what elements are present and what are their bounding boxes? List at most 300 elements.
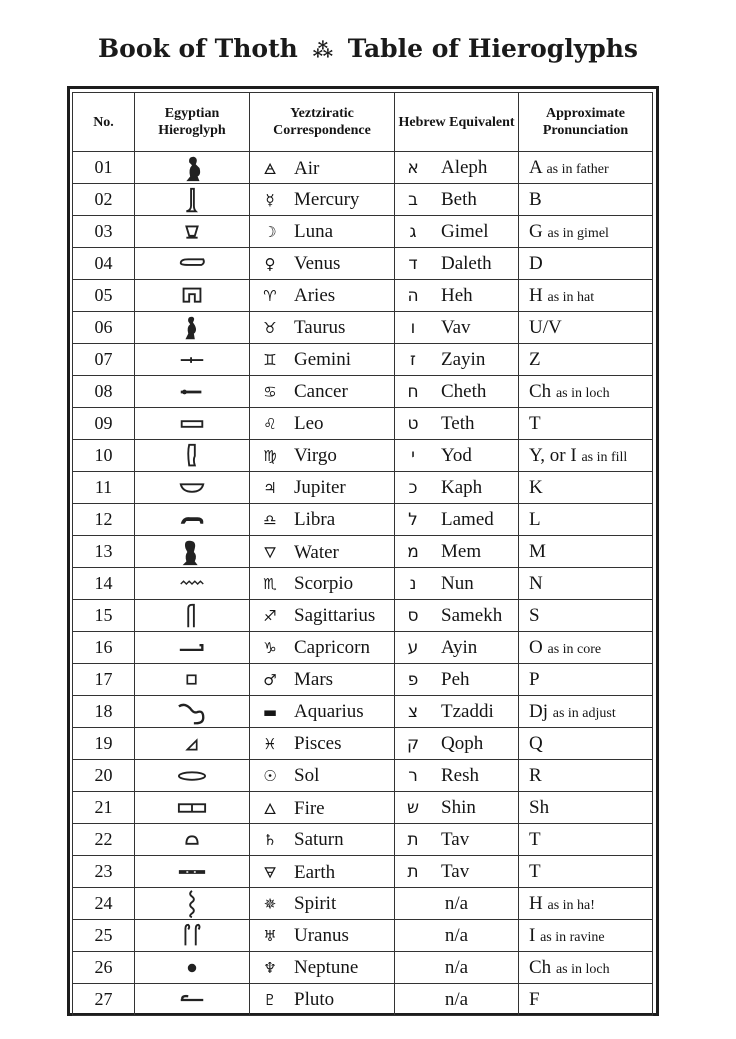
hebrew-cell: [395, 568, 519, 600]
hebrew-name: Yod: [441, 444, 472, 466]
row-number: 24: [73, 888, 135, 920]
yeztziratic-cell: [250, 216, 395, 248]
pronunciation-cell: [519, 504, 653, 536]
pronunciation-cell: [519, 728, 653, 760]
yeztziratic-cell: [250, 280, 395, 312]
yeztziratic-name: Sol: [294, 764, 320, 786]
hieroglyph-cell: [135, 472, 250, 504]
hieroglyph-cell: [135, 824, 250, 856]
yeztziratic-name: Saturn: [294, 828, 344, 850]
row-number: 18: [73, 696, 135, 728]
yeztziratic-symbol: ♍: [263, 446, 277, 465]
hebrew-name: Gimel: [441, 220, 489, 242]
pronunciation-main: L: [529, 508, 541, 530]
pronunciation-main: Ch: [529, 380, 552, 402]
row-number: 08: [73, 376, 135, 408]
yeztziratic-symbol: ♄: [263, 830, 277, 849]
pronunciation-note: as in fill: [581, 449, 628, 465]
row-number: 03: [73, 216, 135, 248]
pronunciation-main: F: [529, 988, 540, 1010]
hebrew-cell: [395, 472, 519, 504]
row-number: 22: [73, 824, 135, 856]
hieroglyph-cell: [135, 792, 250, 824]
yeztziratic-cell: [250, 824, 395, 856]
yeztziratic-symbol: ♑: [263, 638, 277, 657]
hebrew-name: Teth: [441, 412, 475, 434]
table-row: [73, 152, 653, 184]
table-row: [73, 856, 653, 888]
hebrew-letter: מ: [407, 541, 419, 562]
yeztziratic-cell: [250, 952, 395, 984]
hebrew-name: Heh: [441, 284, 473, 306]
hieroglyph-cell: [135, 184, 250, 216]
hebrew-cell: [395, 504, 519, 536]
row-number: 26: [73, 952, 135, 984]
table-row: [73, 696, 653, 728]
table-row: [73, 888, 653, 920]
hieroglyph-cell: [135, 632, 250, 664]
header-yez: [250, 93, 395, 152]
hebrew-cell: [395, 312, 519, 344]
yeztziratic-cell: [250, 440, 395, 472]
yeztziratic-symbol: ♊: [263, 350, 277, 369]
hebrew-letter: צ: [407, 701, 419, 722]
yeztziratic-name: Fire: [294, 798, 325, 819]
yeztziratic-name: Virgo: [294, 444, 337, 466]
hebrew-cell: [395, 856, 519, 888]
header-heb-label: Hebrew Equivalent: [398, 114, 515, 130]
pronunciation-main: R: [529, 764, 542, 786]
hieroglyph-lion-icon: [135, 505, 249, 535]
hieroglyph-cell: [135, 216, 250, 248]
pronunciation-note: as in adjust: [552, 705, 616, 721]
row-number: 07: [73, 344, 135, 376]
pronunciation-main: N: [529, 572, 543, 594]
row-number: 17: [73, 664, 135, 696]
yeztziratic-name: Gemini: [294, 348, 351, 370]
table-row: [73, 472, 653, 504]
hieroglyph-chick-icon: [135, 313, 249, 343]
table-row: [73, 632, 653, 664]
hebrew-name: n/a: [444, 892, 469, 914]
row-number: 27: [73, 984, 135, 1016]
hieroglyph-arm-icon: [135, 633, 249, 663]
pronunciation-main: Q: [529, 732, 543, 754]
hebrew-cell: [395, 408, 519, 440]
yeztziratic-symbol: ♂: [263, 670, 277, 689]
hieroglyph-twisted-flax-icon: [135, 889, 249, 919]
hebrew-cell: [395, 824, 519, 856]
yeztziratic-name: Libra: [294, 508, 336, 530]
pronunciation-cell: [519, 632, 653, 664]
yeztziratic-cell: [250, 856, 395, 888]
hebrew-cell: [395, 536, 519, 568]
yeztziratic-cell: [250, 920, 395, 952]
hieroglyph-vulture-icon: [135, 153, 249, 183]
hebrew-letter: ג: [409, 221, 417, 242]
hieroglyph-cell: [135, 152, 250, 184]
yeztziratic-name: Spirit: [294, 892, 337, 914]
hieroglyph-cell: [135, 728, 250, 760]
hieroglyph-mouth-icon: [135, 761, 249, 791]
hieroglyph-cell: [135, 760, 250, 792]
hieroglyph-cell: [135, 440, 250, 472]
header-pron: [519, 93, 653, 152]
hebrew-letter: ה: [407, 285, 419, 306]
pronunciation-main: M: [529, 540, 546, 562]
yeztziratic-symbol: ♀: [264, 254, 276, 273]
hieroglyph-cell: [135, 312, 250, 344]
yeztziratic-name: Earth: [294, 862, 336, 883]
pronunciation-cell: [519, 376, 653, 408]
hebrew-letter: ד: [408, 253, 418, 274]
hebrew-name: Daleth: [441, 252, 492, 274]
hieroglyph-placenta-icon: [135, 953, 249, 983]
hieroglyph-door-bolt-icon: [135, 985, 249, 1015]
yeztziratic-cell: [250, 792, 395, 824]
table-row: [73, 792, 653, 824]
pronunciation-note: as in father: [546, 161, 609, 177]
yeztziratic-cell: [250, 696, 395, 728]
pronunciation-note: as in core: [547, 641, 602, 657]
header-heb: [395, 93, 519, 152]
hebrew-cell: [395, 152, 519, 184]
hebrew-name: Peh: [441, 668, 470, 690]
hebrew-cell: [395, 440, 519, 472]
hebrew-letter: כ: [408, 477, 418, 498]
hebrew-name: Beth: [441, 188, 477, 210]
hieroglyph-bolt-icon: [135, 345, 249, 375]
yeztziratic-name: Pisces: [294, 732, 342, 754]
hebrew-name: Aleph: [441, 156, 488, 178]
yeztziratic-cell: [250, 184, 395, 216]
pronunciation-cell: [519, 600, 653, 632]
hieroglyph-cell: [135, 984, 250, 1016]
hebrew-name: Zayin: [441, 348, 486, 370]
hieroglyph-cell: [135, 696, 250, 728]
hebrew-cell: [395, 888, 519, 920]
table-row: [73, 536, 653, 568]
hieroglyph-pool-icon: [135, 793, 249, 823]
pronunciation-cell: [519, 824, 653, 856]
table-row: [73, 568, 653, 600]
yeztziratic-symbol: ♌: [263, 414, 277, 433]
table-row: [73, 952, 653, 984]
hieroglyph-cell: [135, 376, 250, 408]
hebrew-cell: [395, 952, 519, 984]
hebrew-letter: ל: [408, 509, 418, 530]
pronunciation-main: I: [529, 924, 536, 946]
hebrew-cell: [395, 184, 519, 216]
hebrew-name: Samekh: [441, 604, 503, 626]
yeztziratic-symbol: ✵: [263, 894, 277, 913]
pronunciation-cell: [519, 920, 653, 952]
hieroglyph-two-reeds-icon: [135, 921, 249, 951]
yeztziratic-name: Cancer: [294, 380, 348, 402]
row-number: 16: [73, 632, 135, 664]
pronunciation-cell: [519, 312, 653, 344]
hebrew-name: n/a: [444, 988, 469, 1010]
yeztziratic-cell: [250, 632, 395, 664]
yeztziratic-cell: [250, 536, 395, 568]
pronunciation-main: U/V: [529, 316, 562, 338]
table-row: [73, 728, 653, 760]
pronunciation-cell: [519, 568, 653, 600]
pronunciation-note: as in ravine: [540, 929, 605, 945]
hieroglyph-cloth-icon: [135, 601, 249, 631]
pronunciation-main: Y, or I: [529, 444, 577, 466]
yeztziratic-symbol: ♏: [263, 574, 277, 593]
table-row: [73, 504, 653, 536]
table-header-row: [73, 93, 653, 152]
pronunciation-cell: [519, 536, 653, 568]
title-left: Book of Thoth: [98, 34, 298, 63]
row-number: 19: [73, 728, 135, 760]
pronunciation-main: Dj: [529, 700, 548, 722]
hieroglyph-hand-icon: [135, 249, 249, 279]
row-number: 02: [73, 184, 135, 216]
hebrew-name: Tav: [441, 860, 470, 882]
hebrew-letter: ז: [410, 349, 416, 370]
yeztziratic-symbol: ▬: [262, 702, 278, 721]
yeztziratic-cell: [250, 152, 395, 184]
pronunciation-main: H: [529, 892, 543, 914]
yeztziratic-name: Capricorn: [294, 636, 370, 658]
hieroglyph-tether-icon: [135, 857, 249, 887]
hieroglyph-loaf-icon: [135, 825, 249, 855]
hieroglyph-cell: [135, 344, 250, 376]
hieroglyph-basket-icon: [135, 473, 249, 503]
yeztziratic-cell: [250, 568, 395, 600]
pronunciation-note: as in gimel: [547, 225, 609, 241]
yeztziratic-cell: [250, 760, 395, 792]
hebrew-letter: ו: [410, 317, 416, 338]
yeztziratic-name: Venus: [294, 252, 341, 274]
header-yez-label: Yeztziratic Correspondence: [273, 106, 371, 138]
pronunciation-note: as in loch: [555, 961, 610, 977]
pronunciation-cell: [519, 440, 653, 472]
table-row: [73, 376, 653, 408]
hebrew-letter: ב: [408, 189, 418, 210]
hebrew-cell: [395, 280, 519, 312]
pronunciation-cell: [519, 344, 653, 376]
row-number: 14: [73, 568, 135, 600]
hieroglyph-owl-icon: [135, 537, 249, 567]
yeztziratic-symbol: ♎: [263, 510, 277, 529]
hebrew-cell: [395, 728, 519, 760]
yeztziratic-symbol: ♐: [263, 606, 277, 625]
table-row: [73, 184, 653, 216]
hebrew-letter: ש: [406, 797, 420, 818]
yeztziratic-name: Aries: [294, 284, 336, 306]
hebrew-cell: [395, 984, 519, 1016]
yeztziratic-cell: [250, 984, 395, 1016]
hebrew-name: Ayin: [441, 636, 478, 658]
hebrew-cell: [395, 376, 519, 408]
hieroglyph-bread-icon: [135, 409, 249, 439]
pronunciation-cell: [519, 472, 653, 504]
hieroglyph-table: [72, 92, 653, 1016]
row-number: 04: [73, 248, 135, 280]
yeztziratic-name: Taurus: [294, 316, 346, 338]
pronunciation-main: Sh: [529, 796, 550, 818]
yeztziratic-cell: [250, 664, 395, 696]
hebrew-name: n/a: [444, 924, 469, 946]
pronunciation-cell: [519, 408, 653, 440]
hieroglyph-reed-icon: [135, 185, 249, 215]
yeztziratic-cell: [250, 504, 395, 536]
hebrew-name: Shin: [441, 796, 476, 818]
yeztziratic-symbol: ☉: [263, 766, 277, 785]
table-row: [73, 312, 653, 344]
yeztziratic-symbol: 🜁: [263, 160, 277, 178]
yeztziratic-symbol: ♋: [263, 382, 277, 401]
pronunciation-cell: [519, 152, 653, 184]
hieroglyph-jar-stand-icon: [135, 217, 249, 247]
hebrew-name: Tzaddi: [441, 700, 494, 722]
hebrew-letter: ט: [407, 413, 419, 434]
yeztziratic-name: Air: [294, 158, 320, 179]
row-number: 11: [73, 472, 135, 504]
hebrew-cell: [395, 792, 519, 824]
yeztziratic-symbol: ♈: [263, 286, 277, 305]
yeztziratic-symbol: ♃: [263, 478, 277, 497]
yeztziratic-name: Scorpio: [294, 572, 354, 594]
hebrew-letter: ח: [407, 381, 419, 402]
hieroglyph-reed-leaf-icon: [135, 441, 249, 471]
hieroglyph-rope-icon: [135, 377, 249, 407]
hebrew-letter: א: [407, 157, 419, 178]
table-row: [73, 440, 653, 472]
hieroglyph-cell: [135, 888, 250, 920]
pronunciation-main: Z: [529, 348, 541, 370]
title-separator: ⁂: [312, 38, 334, 62]
hebrew-letter: ק: [406, 733, 420, 754]
row-number: 23: [73, 856, 135, 888]
table-row: [73, 600, 653, 632]
pronunciation-main: D: [529, 252, 543, 274]
pronunciation-note: as in hat: [547, 289, 595, 305]
row-number: 10: [73, 440, 135, 472]
pronunciation-cell: [519, 792, 653, 824]
pronunciation-main: Ch: [529, 956, 552, 978]
yeztziratic-cell: [250, 888, 395, 920]
table-row: [73, 216, 653, 248]
row-number: 25: [73, 920, 135, 952]
pronunciation-cell: [519, 280, 653, 312]
hebrew-name: Cheth: [441, 380, 487, 402]
hebrew-letter: ר: [408, 765, 418, 786]
yeztziratic-symbol: ♓: [263, 734, 277, 753]
pronunciation-cell: [519, 952, 653, 984]
hebrew-cell: [395, 632, 519, 664]
hieroglyph-hill-icon: [135, 729, 249, 759]
hebrew-name: Lamed: [441, 508, 494, 530]
row-number: 06: [73, 312, 135, 344]
hieroglyph-cell: [135, 952, 250, 984]
pronunciation-main: A: [529, 156, 542, 178]
hebrew-cell: [395, 600, 519, 632]
yeztziratic-name: Jupiter: [294, 476, 346, 498]
yeztziratic-symbol: ♉: [263, 318, 277, 337]
table-row: [73, 920, 653, 952]
pronunciation-cell: [519, 984, 653, 1016]
hieroglyph-cell: [135, 600, 250, 632]
yeztziratic-name: Aquarius: [294, 700, 364, 722]
yeztziratic-symbol: ♅: [263, 926, 277, 945]
hebrew-letter: פ: [407, 669, 419, 690]
table-row: [73, 344, 653, 376]
table-row: [73, 760, 653, 792]
pronunciation-main: S: [529, 604, 540, 626]
pronunciation-cell: [519, 216, 653, 248]
row-number: 09: [73, 408, 135, 440]
yeztziratic-symbol: ♆: [263, 958, 277, 977]
title-right: Table of Hieroglyphs: [347, 34, 638, 63]
table-row: [73, 664, 653, 696]
yeztziratic-cell: [250, 408, 395, 440]
pronunciation-main: T: [529, 828, 541, 850]
hieroglyph-cell: [135, 408, 250, 440]
hebrew-letter: ת: [407, 861, 419, 882]
yeztziratic-cell: [250, 728, 395, 760]
pronunciation-main: T: [529, 412, 541, 434]
row-number: 13: [73, 536, 135, 568]
pronunciation-cell: [519, 184, 653, 216]
yeztziratic-symbol: 🜂: [263, 800, 277, 818]
hebrew-name: Vav: [441, 316, 471, 338]
table-row: [73, 984, 653, 1016]
hieroglyph-cell: [135, 856, 250, 888]
hebrew-letter: ס: [407, 605, 419, 626]
yeztziratic-symbol: ☿: [265, 190, 275, 209]
yeztziratic-cell: [250, 472, 395, 504]
yeztziratic-name: Luna: [294, 220, 334, 242]
yeztziratic-name: Sagittarius: [294, 604, 376, 626]
pronunciation-main: K: [529, 476, 543, 498]
hebrew-letter: ת: [407, 829, 419, 850]
hieroglyph-cell: [135, 248, 250, 280]
pronunciation-cell: [519, 696, 653, 728]
yeztziratic-name: Neptune: [294, 956, 359, 978]
hieroglyph-cobra-icon: [135, 697, 249, 727]
hebrew-name: Mem: [441, 540, 482, 562]
yeztziratic-name: Mercury: [294, 188, 360, 210]
yeztziratic-cell: [250, 248, 395, 280]
hebrew-letter: נ: [409, 573, 417, 594]
yeztziratic-symbol: 🜄: [263, 544, 277, 562]
hieroglyph-cell: [135, 920, 250, 952]
hebrew-cell: [395, 920, 519, 952]
hebrew-letter: ע: [407, 637, 419, 658]
pronunciation-main: B: [529, 188, 542, 210]
hieroglyph-cell: [135, 280, 250, 312]
pronunciation-main: P: [529, 668, 540, 690]
hieroglyph-cell: [135, 504, 250, 536]
row-number: 01: [73, 152, 135, 184]
hebrew-letter: י: [411, 445, 415, 466]
hebrew-cell: [395, 216, 519, 248]
pronunciation-cell: [519, 664, 653, 696]
hebrew-name: Nun: [441, 572, 474, 594]
row-number: 15: [73, 600, 135, 632]
hebrew-name: n/a: [444, 956, 469, 978]
yeztziratic-name: Pluto: [294, 988, 335, 1010]
yeztziratic-name: Water: [294, 542, 339, 563]
hieroglyph-cell: [135, 568, 250, 600]
hebrew-cell: [395, 760, 519, 792]
row-number: 20: [73, 760, 135, 792]
